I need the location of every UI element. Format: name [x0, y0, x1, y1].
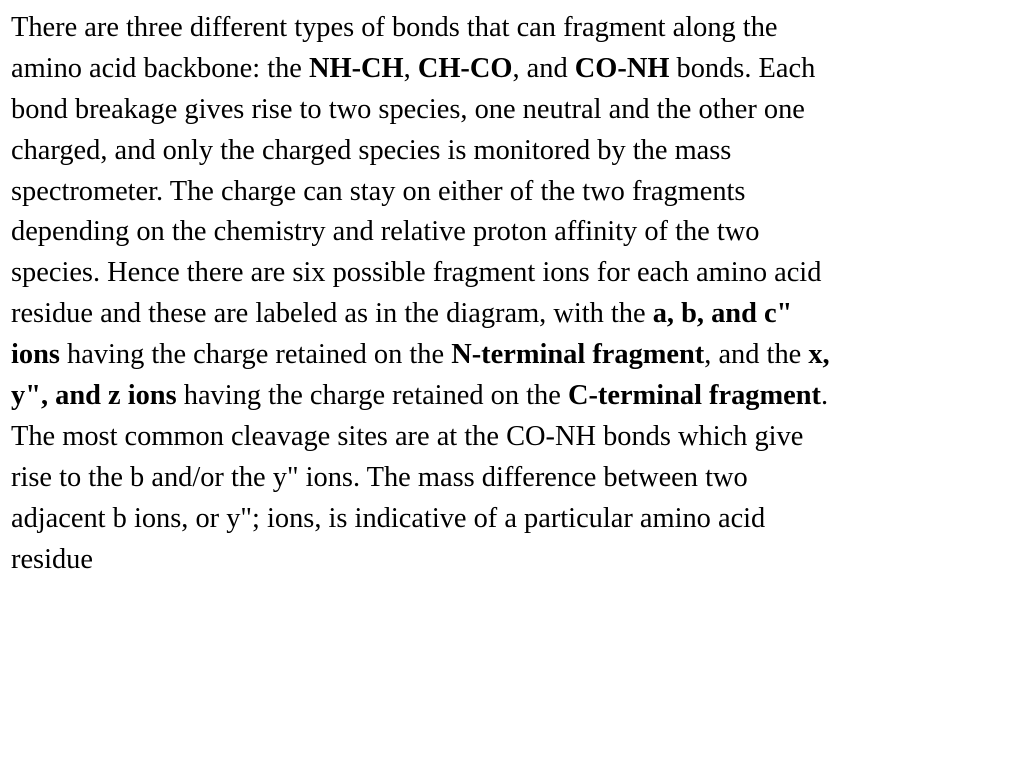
n-terminal-ions-term: ions [11, 339, 60, 371]
text-line [11, 499, 1016, 540]
text-run: , and [512, 52, 575, 84]
bond-co-nh-term: CO-NH [574, 52, 670, 84]
text-run: charged, and only the charged species is monitored by the mass [11, 134, 732, 166]
c-terminal-fragment-term: C-terminal fragment [567, 380, 821, 412]
text-line [11, 131, 1016, 172]
c-terminal-ions-term: y", and z ions [11, 380, 177, 412]
text-line [11, 294, 1016, 335]
body-paragraph [11, 8, 1016, 580]
text-line [11, 458, 1016, 499]
text-run: bonds. Each [669, 52, 816, 84]
bond-ch-co-term: CH-CO [417, 52, 513, 84]
text-line [11, 376, 1016, 417]
text-run: , [403, 52, 418, 84]
n-terminal-ions-term: a, b, and c" [652, 298, 793, 330]
text-run: . [821, 380, 829, 412]
text-run: The most common cleavage sites are at the CO-NH bonds which give [11, 420, 804, 452]
text-run: bond breakage gives rise to two species, one neutral and the other one [11, 93, 805, 125]
text-run: having the charge retained on the [59, 339, 452, 371]
text-line [11, 49, 1016, 90]
text-run: residue and these are labeled as in the diagram, with the [11, 298, 653, 330]
text-run: rise to the b and/or the y" ions. The mass difference between two [11, 461, 748, 493]
c-terminal-ions-term: x, [808, 339, 830, 371]
text-line [11, 253, 1016, 294]
text-run: residue [11, 543, 93, 575]
text-run: amino acid backbone: the [11, 52, 309, 84]
text-run: having the charge retained on the [176, 380, 568, 412]
text-line [11, 90, 1016, 131]
text-run: spectrometer. The charge can stay on either of the two fragments [11, 175, 746, 207]
text-run: adjacent b ions, or y"; ions, is indicative of a particular amino acid [11, 502, 766, 534]
text-run: depending on the chemistry and relative proton affinity of the two [11, 216, 760, 248]
text-line [11, 8, 1016, 49]
text-line [11, 172, 1016, 213]
bond-nh-ch-term: NH-CH [309, 52, 404, 84]
text-line [11, 417, 1016, 458]
text-run: , and the [704, 339, 809, 371]
text-run: species. Hence there are six possible fragment ions for each amino acid [11, 257, 822, 289]
text-line [11, 335, 1016, 376]
n-terminal-fragment-term: N-terminal fragment [451, 339, 705, 371]
text-line [11, 540, 1016, 581]
text-line [11, 212, 1016, 253]
text-run: There are three different types of bonds that can fragment along the [11, 12, 778, 43]
